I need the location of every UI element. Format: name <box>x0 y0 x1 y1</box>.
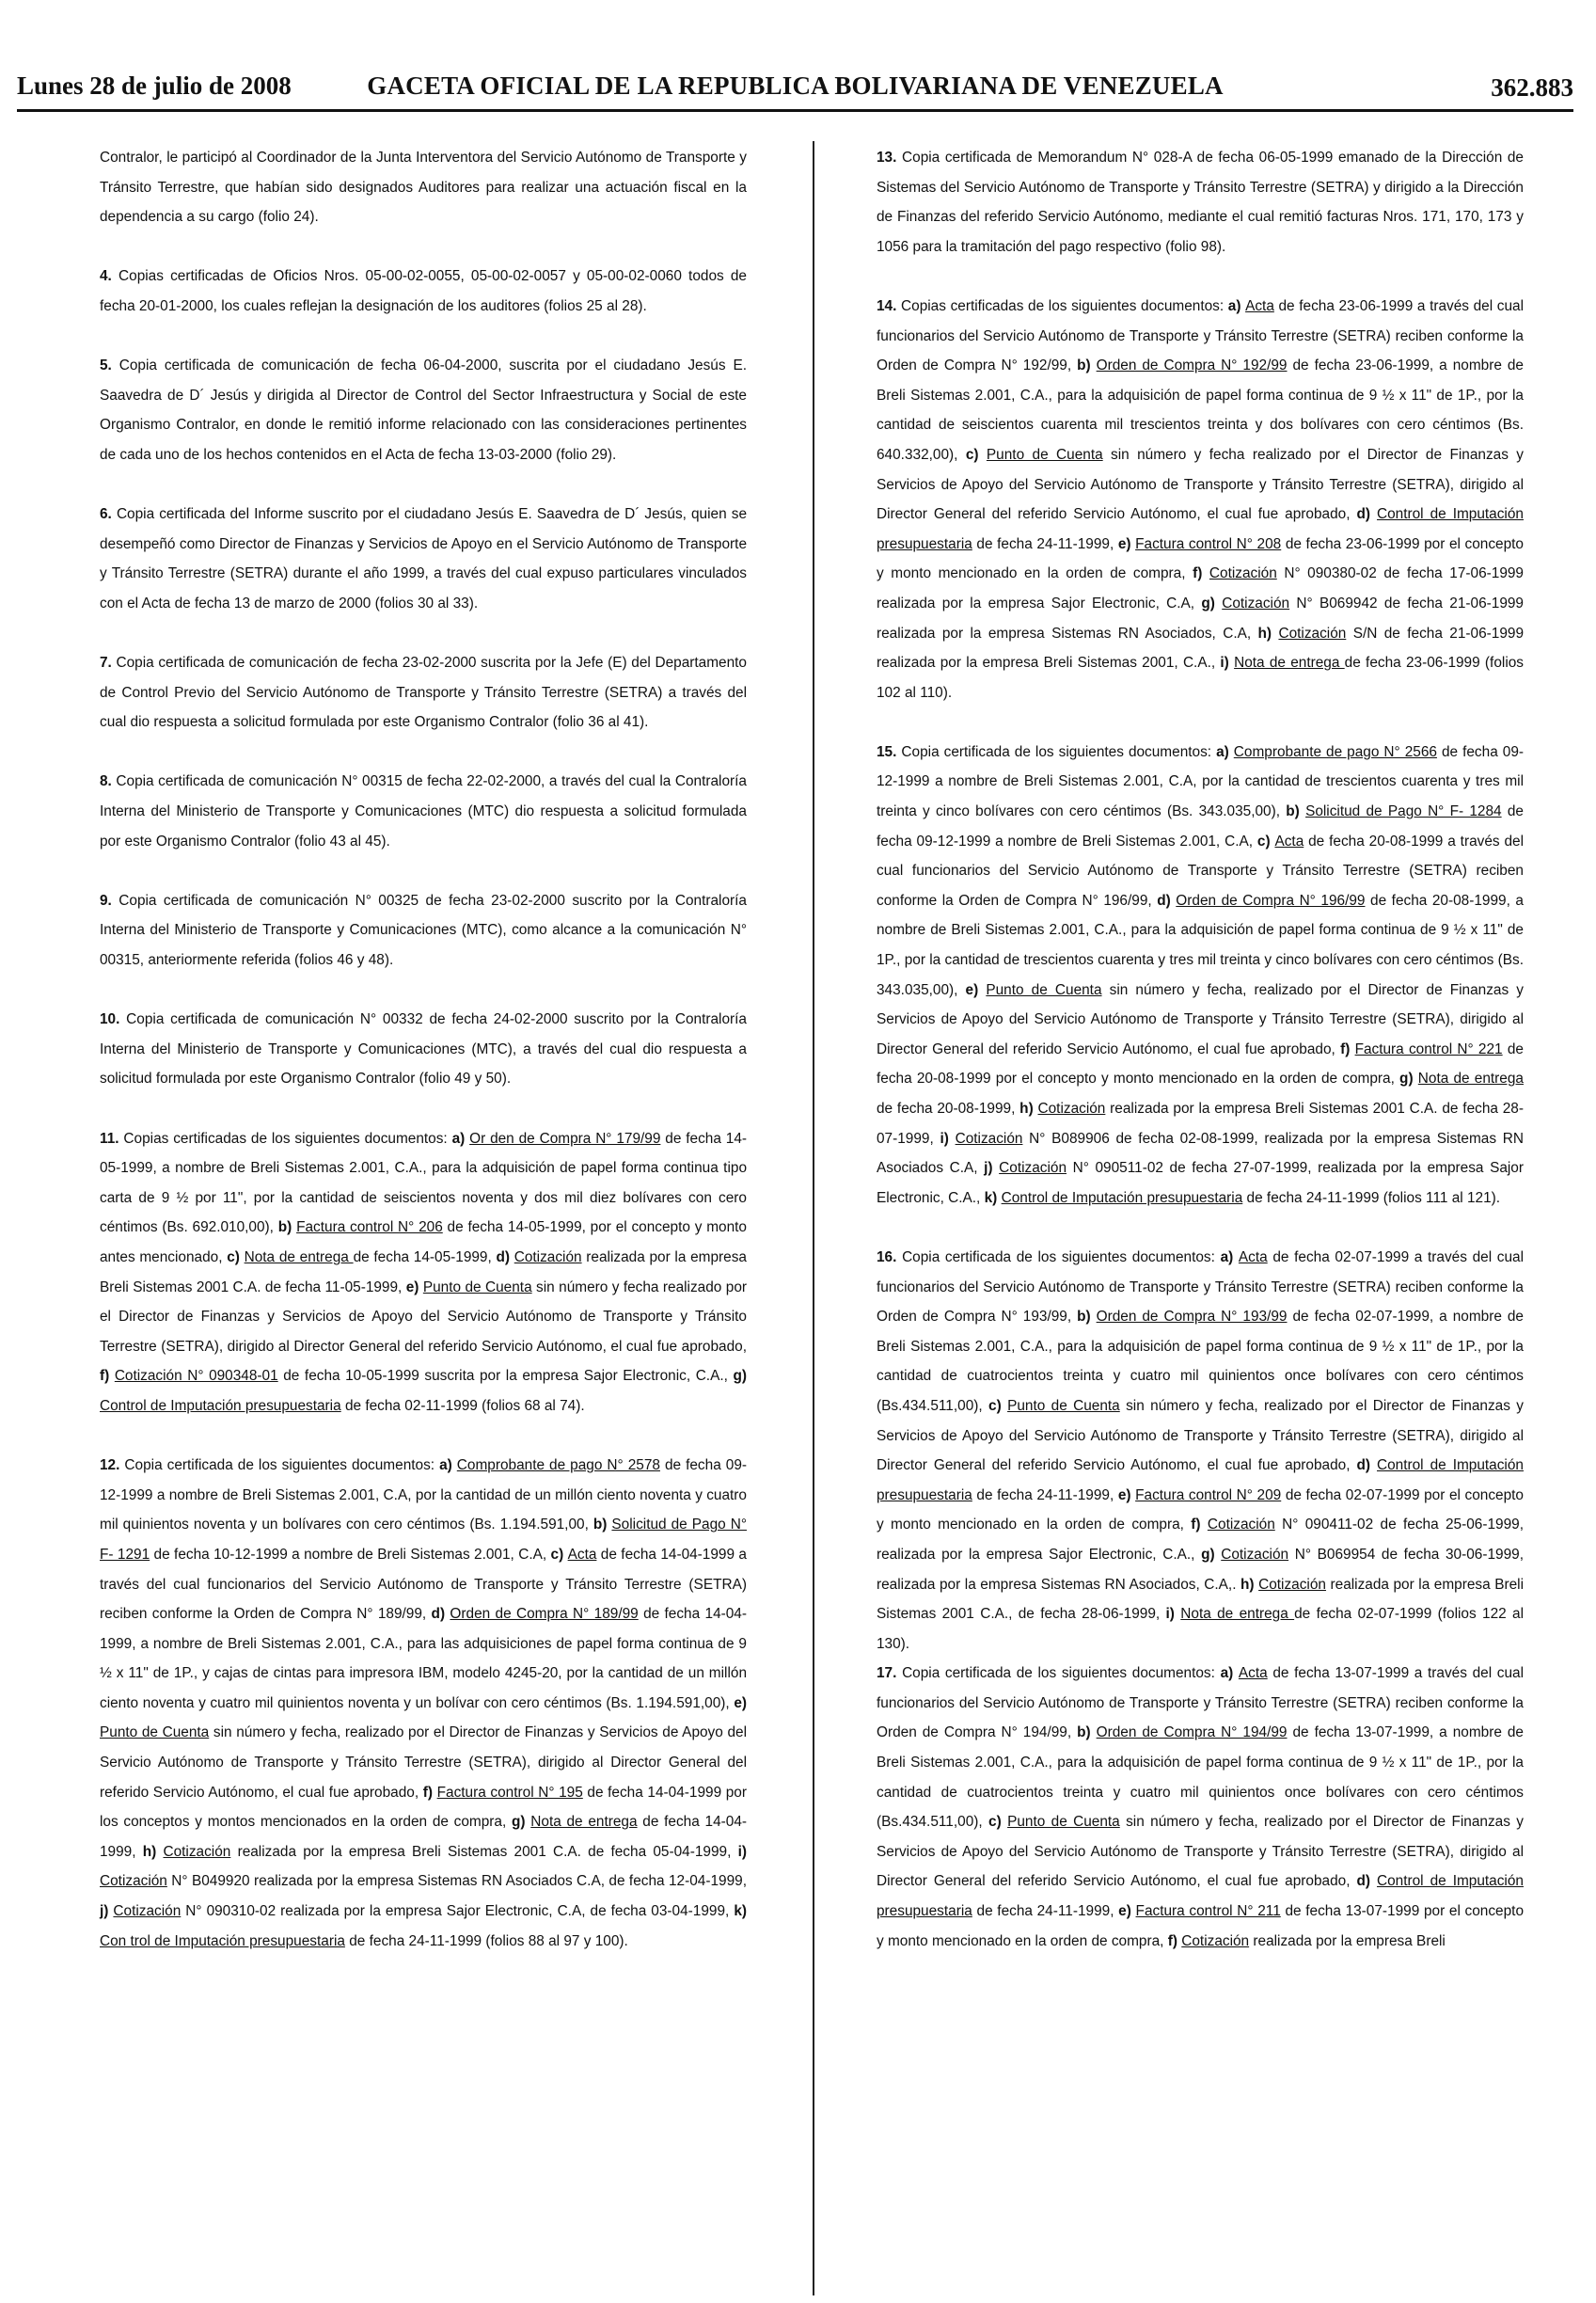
document-reference: Nota de entrega <box>1180 1606 1295 1623</box>
document-reference: Control de Imputación presupuestaria <box>1001 1189 1243 1206</box>
item-marker: j) <box>984 1160 1000 1177</box>
paragraph <box>100 1124 747 1422</box>
document-reference: Factura control N° 221 <box>1354 1040 1503 1057</box>
item-marker: a) <box>1220 1248 1239 1265</box>
item-marker: c) <box>1256 833 1275 850</box>
paragraph-text: sin número y fecha realizado por el Director de Finanzas y Servicios de Apoyo del Servicio Autónomo de Transporte y Tránsito Terrestre (SETRA), dirigido al Director General del referido Servicio Autónomo, el cual fue aprobado, <box>877 446 1524 523</box>
document-reference: Solicitud de Pago N° F- 1291 <box>100 1517 747 1563</box>
item-marker: b) <box>277 1219 297 1236</box>
item-marker: d) <box>496 1248 514 1265</box>
item-marker: b) <box>1077 1724 1097 1741</box>
document-reference: Punto de Cuenta <box>986 981 1102 998</box>
document-reference: Cotización <box>1221 1546 1289 1563</box>
paragraph-text: realizada por la empresa Breli Sistemas 2001 C.A. de fecha 28-07-1999, <box>877 1101 1524 1147</box>
document-reference: Punto de Cuenta <box>986 446 1103 463</box>
paragraph-text: Copia certificada de los siguientes documentos: <box>124 1457 440 1474</box>
document-reference: Nota de entrega <box>1234 655 1345 672</box>
item-marker: 15. <box>877 743 902 760</box>
paragraph-text: de fecha 24-11-1999, <box>972 1486 1118 1503</box>
item-marker: 13. <box>877 150 903 166</box>
paragraph-text: de fecha 10-05-1999 suscrita por la empresa Sajor Electronic, C.A., <box>277 1368 734 1385</box>
paragraph-text: sin número y fecha, realizado por el Director de Finanzas y Servicios de Apoyo del Servicio Autónomo de Transporte y Tránsito Terrestre (SETRA), dirigido al Director General del referido Servicio Autónomo, el cual fue aprobado, <box>877 981 1524 1057</box>
paragraph-text: de fecha 23-06-1999 a través del cual funcionarios del Servicio Autónomo de Transporte y Tránsito Terrestre (SETRA) reciben conforme la Orden de Compra N° 192/99, <box>877 297 1525 374</box>
header-page-number: 362.883 <box>1491 73 1573 102</box>
document-reference: Orden de Compra N° 192/99 <box>1096 357 1288 374</box>
document-reference: Cotización <box>514 1248 582 1265</box>
item-marker: b) <box>593 1517 612 1533</box>
item-marker: h) <box>1240 1576 1259 1593</box>
item-marker: 5. <box>100 357 119 374</box>
paragraph <box>100 351 747 469</box>
item-marker: g) <box>733 1368 747 1385</box>
item-marker: 10. <box>100 1011 127 1028</box>
paragraph <box>877 292 1524 707</box>
item-marker: d) <box>1356 506 1377 523</box>
item-marker: e) <box>1117 535 1136 552</box>
document-reference: Cotización <box>113 1903 182 1920</box>
paragraph-text: de fecha 14-05-1999, por el concepto y monto antes mencionado, <box>100 1219 747 1265</box>
paragraph-text: de fecha 14-04-1999, a nombre de Breli Sistemas 2.001, C.A., para las adquisiciones de papel forma continua de 9 ½ x 11" de 1P., y cajas de cintas para impresora IBM, modelo 4245-20, por la cantidad de un millón ciento noventa y cuatro mil quinientos noventa y un bolívar con cero céntimos (Bs. 1.194.591,00), <box>100 1606 747 1711</box>
paragraph <box>100 262 747 321</box>
paragraph-text: realizada por la empresa Breli <box>1249 1932 1446 1949</box>
item-marker: a) <box>1227 297 1246 314</box>
document-reference: Factura control N° 206 <box>296 1219 443 1236</box>
item-marker: h) <box>1257 625 1279 642</box>
left-column <box>100 143 747 1986</box>
header-rule <box>17 109 1573 112</box>
paragraph-text: de fecha 02-11-1999 (folios 68 al 74). <box>340 1397 585 1414</box>
paragraph-text: Contralor, le participó al Coordinador de la Junta Interventora del Servicio Autónomo de Transporte y Tránsito Terrestre, que habían sido designados Auditores para realizar una actuación fiscal en la dependencia a su cargo (folio 24). <box>100 150 747 226</box>
paragraph <box>100 1005 747 1094</box>
document-reference: Control de Imputación presupuestaria <box>100 1397 341 1414</box>
paragraph-text: de fecha 09-12-1999 a nombre de Breli Sistemas 2.001, C.A, por la cantidad de trescientos cuarenta y tres mil treinta y cinco bolívares con cero céntimos (Bs. 343.035,00), <box>877 743 1525 820</box>
item-marker: d) <box>431 1606 450 1623</box>
paragraph-text: sin número y fecha realizado por el Director de Finanzas y Servicios de Apoyo del Servicio Autónomo de Transporte y Tránsito Terrestre (SETRA), dirigido al Director General del referido Servicio Autónomo, el cual fue aprobado, <box>100 1279 747 1355</box>
paragraph-text: S/N de fecha 21-06-1999 realizada por la empresa Breli Sistemas 2001, C.A., <box>877 625 1525 672</box>
paragraph-text: Copia certificada de comunicación de fecha 06-04-2000, suscrita por el ciudadano Jesús E. Saavedra de D´ Jesús y dirigida al Director de Control del Sector Infraestructura y Social de este Organismo Contralor, en donde le remitió informe relacionado con las consideraciones pertinentes de cada uno de los hechos contenidos en el Acta de fecha 13-03-2000 (folio 29). <box>100 357 747 463</box>
item-marker: k) <box>734 1903 747 1920</box>
paragraph-text: Copia certificada de los siguientes documentos: <box>901 743 1217 760</box>
item-marker: 7. <box>100 655 117 672</box>
paragraph-text: N° B049920 realizada por la empresa Sistemas RN Asociados C.A, de fecha 12-04-1999, <box>166 1873 747 1890</box>
item-marker: f) <box>1193 565 1209 582</box>
paragraph-text: de fecha 14-04-1999, <box>100 1814 748 1860</box>
paragraph-text: de fecha 20-08-1999, <box>877 1101 1020 1117</box>
paragraph-text: Copia certificada de los siguientes documentos: <box>902 1248 1221 1265</box>
document-reference: Cotización <box>100 1873 167 1890</box>
paragraph-text: de fecha 23-06-1999 por el concepto y monto mencionado en la orden de compra, <box>877 535 1524 582</box>
paragraph-text: de fecha 14-04-1999 a través del cual funcionarios del Servicio Autónomo de Transporte y Tránsito Terrestre (SETRA) reciben conforme la Orden de Compra N° 189/99, <box>100 1546 747 1623</box>
document-reference: Cotización <box>163 1843 231 1860</box>
paragraph-text: Copias certificadas de los siguientes documentos: <box>901 297 1228 314</box>
item-marker: 14. <box>877 297 902 314</box>
paragraph-text: de fecha 14-04-1999 por los conceptos y montos mencionados en la orden de compra, <box>100 1784 747 1831</box>
document-reference: Cotización <box>999 1160 1067 1177</box>
document-reference: Solicitud de Pago N° F- 1284 <box>1305 803 1502 820</box>
item-marker: b) <box>1077 357 1097 374</box>
paragraph-text: de fecha 20-08-1999 por el concepto y monto mencionado en la orden de compra, <box>877 1040 1524 1088</box>
item-marker: c) <box>550 1546 568 1563</box>
document-reference: Nota de entrega <box>1417 1071 1524 1088</box>
item-marker: d) <box>1356 1873 1377 1890</box>
document-reference: Cotización <box>1181 1932 1250 1949</box>
paragraph-text: de fecha 14-05-1999, <box>353 1248 497 1265</box>
paragraph-text: de fecha 13-07-1999 a través del cual funcionarios del Servicio Autónomo de Transporte y Tránsito Terrestre (SETRA) reciben conforme la Orden de Compra N° 194/99, <box>877 1665 1525 1741</box>
item-marker: g) <box>1201 1546 1222 1563</box>
document-reference: Orden de Compra N° 194/99 <box>1096 1724 1288 1741</box>
paragraph-text: N° 090511-02 de fecha 27-07-1999, realizada por la empresa Sajor Electronic, C.A., <box>877 1160 1524 1206</box>
document-reference: Comprobante de pago N° 2566 <box>1233 743 1437 760</box>
item-marker: 4. <box>100 268 119 285</box>
paragraph-text: de fecha 20-08-1999 a través del cual funcionarios del Servicio Autónomo de Transporte y Tránsito Terrestre (SETRA) reciben conforme la Orden de Compra N° 196/99, <box>877 833 1524 909</box>
document-reference: Cotización <box>1258 1576 1326 1593</box>
item-marker: e) <box>734 1694 747 1711</box>
item-marker: g) <box>1201 595 1223 611</box>
item-marker: f) <box>1167 1932 1182 1949</box>
document-reference: Cotización <box>955 1130 1023 1147</box>
paragraph-text: de fecha 23-06-1999, a nombre de Breli Sistemas 2.001, C.A., para la adquisición de papel forma continua de 9 ½ x 11" de 1P., por la cantidad de seiscientos cuarenta mil trescientos treinta y dos bolívares con cero céntimos (Bs. 640.332,00), <box>877 357 1524 463</box>
document-reference: Orden de Compra N° 196/99 <box>1176 892 1366 909</box>
paragraph-text: N° 090310-02 realizada por la empresa Sajor Electronic, C.A, de fecha 03-04-1999, <box>181 1903 735 1920</box>
document-reference: Cotización N° 090348-01 <box>114 1368 278 1385</box>
item-marker: h) <box>142 1843 164 1860</box>
document-reference: Acta <box>567 1546 597 1563</box>
item-marker: f) <box>1340 1040 1355 1057</box>
paragraph-text: realizada por la empresa Breli Sistemas 2001 C.A. de fecha 05-04-1999, <box>230 1843 738 1860</box>
paragraph <box>877 738 1524 1214</box>
item-marker: a) <box>1220 1665 1239 1682</box>
item-marker: c) <box>965 446 987 463</box>
item-marker: f) <box>1191 1517 1208 1533</box>
document-reference: Cotización <box>1209 565 1277 582</box>
paragraph-text: de fecha 02-07-1999 (folios 122 al 130). <box>877 1606 1525 1652</box>
item-marker: 6. <box>100 506 117 523</box>
paragraph-text: N° B069954 de fecha 30-06-1999, realizada por la empresa Sistemas RN Asociados, C.A,. <box>877 1546 1524 1593</box>
document-reference: Nota de entrega <box>244 1248 354 1265</box>
document-reference: Comprobante de pago N° 2578 <box>456 1457 660 1474</box>
paragraph-text: de fecha 24-11-1999, <box>972 535 1118 552</box>
item-marker: 8. <box>100 773 117 790</box>
item-marker: f) <box>100 1368 115 1385</box>
paragraph-text: de fecha 09-12-1999 a nombre de Breli Sistemas 2.001, C.A, <box>877 803 1524 850</box>
item-marker: c) <box>988 1397 1008 1414</box>
paragraph <box>877 143 1524 262</box>
header-date: Lunes 28 de julio de 2008 <box>17 71 292 100</box>
paragraph-text: de fecha 23-06-1999 (folios 102 al 110). <box>877 655 1524 701</box>
paragraph-text: sin número y fecha, realizado por el Director de Finanzas y Servicios de Apoyo del Servicio Autónomo de Transporte y Tránsito Terrestre (SETRA), dirigido al Director General del referido Servicio Autónomo, el cual fue aprobado, <box>877 1397 1524 1474</box>
document-reference: Acta <box>1238 1665 1268 1682</box>
paragraph <box>100 886 747 976</box>
document-reference: Punto de Cuenta <box>100 1724 210 1741</box>
paragraph-text: de fecha 02-07-1999 por el concepto y monto mencionado en la orden de compra, <box>877 1486 1524 1533</box>
item-marker: b) <box>1077 1309 1097 1326</box>
paragraph <box>100 143 747 232</box>
document-reference: Acta <box>1245 297 1274 314</box>
paragraph-text: de fecha 24-11-1999 (folios 88 al 97 y 100). <box>344 1932 628 1949</box>
paragraph <box>877 1243 1524 1659</box>
paragraph-text: Copia certificada de comunicación de fecha 23-02-2000 suscrita por la Jefe (E) del Departamento de Control Previo del Servicio Autónomo de Transporte y Tránsito Terrestre (SETRA) a través del cual dio respuesta a solicitud formulada por este Organismo Contralor (folio 36 al 41). <box>100 655 747 731</box>
document-reference: Control de Imputación presupuestaria <box>877 1457 1524 1503</box>
paragraph-text: de fecha 24-11-1999 (folios 111 al 121). <box>1242 1189 1501 1206</box>
item-marker: e) <box>965 981 987 998</box>
item-marker: e) <box>1118 1903 1136 1920</box>
document-reference: Factura control N° 209 <box>1135 1486 1282 1503</box>
paragraph <box>100 648 747 738</box>
paragraph-text: Copia certificada de los siguientes documentos: <box>902 1665 1221 1682</box>
column-divider <box>813 141 814 2295</box>
document-reference: Acta <box>1238 1248 1268 1265</box>
document-reference: Acta <box>1274 833 1304 850</box>
item-marker: 16. <box>877 1248 903 1265</box>
paragraph-text: Copia certificada de comunicación N° 00325 de fecha 23-02-2000 suscrito por la Contraloría Interna del Ministerio de Transporte y Comunicaciones (MTC), como alcance a la comunicación N° 00315, anteriormente referida (folios 46 y 48). <box>100 892 747 969</box>
item-marker: j) <box>100 1903 114 1920</box>
item-marker: f) <box>422 1784 437 1801</box>
item-marker: d) <box>1356 1457 1377 1474</box>
paragraph-text: N° B069942 de fecha 21-06-1999 realizada por la empresa Sistemas RN Asociados, C.A, <box>877 595 1524 642</box>
paragraph-text: de fecha 13-07-1999 por el concepto y monto mencionado en la orden de compra, <box>877 1903 1525 1949</box>
document-reference: Cotización <box>1222 595 1290 611</box>
item-marker: h) <box>1019 1101 1038 1117</box>
item-marker: d) <box>1157 892 1177 909</box>
document-reference: Control de Imputación presupuestaria <box>877 506 1524 552</box>
paragraph-text: Copia certificada de comunicación N° 00315 de fecha 22-02-2000, a través del cual la Contraloría Interna del Ministerio de Transporte y Comunicaciones (MTC) dio respuesta a solicitud formulada por este Organismo Contralor (folio 43 al 45). <box>100 773 747 850</box>
item-marker: i) <box>1165 1606 1181 1623</box>
paragraph-text: Copias certificadas de los siguientes documentos: <box>123 1130 452 1147</box>
item-marker: a) <box>451 1130 470 1147</box>
document-reference: Punto de Cuenta <box>1007 1814 1120 1831</box>
document-reference: Punto de Cuenta <box>1007 1397 1120 1414</box>
document-reference: Orden de Compra N° 193/99 <box>1096 1309 1288 1326</box>
document-reference: Factura control N° 211 <box>1135 1903 1281 1920</box>
item-marker: c) <box>227 1248 245 1265</box>
paragraph-text: realizada por la empresa Breli Sistemas 2001 C.A., de fecha 28-06-1999, <box>877 1576 1525 1623</box>
paragraph-text: realizada por la empresa Breli Sistemas 2001 C.A. de fecha 11-05-1999, <box>100 1248 747 1295</box>
item-marker: 17. <box>877 1665 903 1682</box>
item-marker: g) <box>512 1814 531 1831</box>
paragraph <box>100 1451 747 1956</box>
paragraph-text: Copias certificadas de Oficios Nros. 05-00-02-0055, 05-00-02-0057 y 05-00-02-0060 todos de fecha 20-01-2000, los cuales reflejan la designación de los auditores (folios 25 al 28). <box>100 268 747 314</box>
document-reference: Con trol de Imputación presupuestaria <box>100 1932 345 1949</box>
document-reference: Factura control N° 208 <box>1135 535 1282 552</box>
document-reference: Punto de Cuenta <box>422 1279 532 1295</box>
item-marker: a) <box>1216 743 1234 760</box>
paragraph-text: Copia certificada de comunicación N° 00332 de fecha 24-02-2000 suscrito por la Contraloría Interna del Ministerio de Transporte y Comunicaciones (MTC), a través del cual dio respuesta a solicitud formulada por este Organismo Contralor (folio 49 y 50). <box>100 1011 747 1088</box>
item-marker: 12. <box>100 1457 125 1474</box>
paragraph <box>100 767 747 856</box>
item-marker: c) <box>988 1814 1008 1831</box>
document-reference: Nota de entrega <box>530 1814 638 1831</box>
paragraph-text: de fecha 24-11-1999, <box>972 1903 1119 1920</box>
item-marker: i) <box>1220 655 1235 672</box>
paragraph-text: sin número y fecha, realizado por el Director de Finanzas y Servicios de Apoyo del Servicio Autónomo de Transporte y Tránsito Terrestre (SETRA), dirigido al Director General del referido Servicio Autónomo, el cual fue aprobado, <box>100 1724 747 1801</box>
paragraph-text: de fecha 02-07-1999, a nombre de Breli Sistemas 2.001, C.A., para la adquisición de papel forma continua de 9 ½ x 11" de 1P., por la cantidad de cuatrocientos treinta y cuatro mil quinientos once bolívares con cero céntimos (Bs.434.511,00), <box>877 1309 1524 1414</box>
document-reference: Cotización <box>1278 625 1347 642</box>
paragraph-text: de fecha 10-12-1999 a nombre de Breli Sistemas 2.001, C.A, <box>150 1546 551 1563</box>
paragraph <box>877 1659 1524 1956</box>
document-reference: Orden de Compra N° 189/99 <box>450 1606 639 1623</box>
item-marker: 11. <box>100 1130 124 1147</box>
document-reference: Or den de Compra N° 179/99 <box>469 1130 661 1147</box>
paragraph-text: sin número y fecha, realizado por el Director de Finanzas y Servicios de Apoyo del Servicio Autónomo de Transporte y Tránsito Terrestre (SETRA), dirigido al Director General del referido Servicio Autónomo, el cual fue aprobado, <box>877 1814 1524 1890</box>
paragraph-text: N° 090380-02 de fecha 17-06-1999 realizada por la empresa Sajor Electronic, C.A, <box>877 565 1524 611</box>
item-marker: a) <box>439 1457 457 1474</box>
item-marker: g) <box>1399 1071 1418 1088</box>
document-reference: Factura control N° 195 <box>436 1784 583 1801</box>
item-marker: i) <box>737 1843 747 1860</box>
paragraph-text: de fecha 14-05-1999, a nombre de Breli Sistemas 2.001, C.A., para la adquisición de papel forma continua tipo carta de 9 ½ por 11", por la cantidad de seiscientos noventa y dos mil diez bolívares con cero céntimos (Bs. 692.010,00), <box>100 1130 748 1236</box>
paragraph-text: de fecha 09-12-1999 a nombre de Breli Sistemas 2.001, C.A, por la cantidad de un millón ciento noventa y cuatro mil quinientos noventa y un bolívares con cero céntimos (Bs. 1.194.591,00, <box>100 1457 748 1533</box>
paragraph-text: de fecha 20-08-1999, a nombre de Breli Sistemas 2.001, C.A., para la adquisición de papel forma continua de 9 ½ x 11" de 1P., por la cantidad de trescientos cuarenta y tres mil treinta y cinco bolívares con cero céntimos (Bs. 343.035,00), <box>877 892 1524 998</box>
header-title: GACETA OFICIAL DE LA REPUBLICA BOLIVARIANA DE VENEZUELA <box>367 71 1224 100</box>
document-reference: Control de Imputación presupuestaria <box>877 1873 1524 1920</box>
item-marker: e) <box>405 1279 423 1295</box>
item-marker: k) <box>984 1189 1002 1206</box>
document-reference: Cotización <box>1037 1101 1106 1117</box>
paragraph-text: N° 090411-02 de fecha 25-06-1999, realizada por la empresa Sajor Electronic, C.A., <box>877 1517 1524 1563</box>
right-column <box>877 143 1524 1986</box>
item-marker: b) <box>1286 803 1306 820</box>
paragraph-text: Copia certificada de Memorandum N° 028-A de fecha 06-05-1999 emanado de la Dirección de Sistemas del Servicio Autónomo de Transporte y Tránsito Terrestre (SETRA) y dirigido a la Dirección de Finanzas del referido Servicio Autónomo, mediante el cual remitió facturas Nros. 171, 170, 173 y 1056 para la tramitación del pago respectivo (folio 98). <box>877 150 1524 255</box>
page-header <box>17 66 1573 107</box>
paragraph-text: N° B089906 de fecha 02-08-1999, realizada por la empresa Sistemas RN Asociados C.A, <box>877 1130 1524 1177</box>
paragraph <box>100 500 747 618</box>
item-marker: e) <box>1117 1486 1136 1503</box>
item-marker: 9. <box>100 892 119 909</box>
paragraph-text: de fecha 13-07-1999, a nombre de Breli Sistemas 2.001, C.A., para la adquisición de papel forma continua de 9 ½ x 11" de 1P., por la cantidad de cuatrocientos treinta y cuatro mil quinientos once bolívares con cero céntimos (Bs.434.511,00), <box>877 1724 1524 1831</box>
document-reference: Cotización <box>1207 1517 1275 1533</box>
item-marker: i) <box>940 1130 956 1147</box>
paragraph-text: de fecha 02-07-1999 a través del cual funcionarios del Servicio Autónomo de Transporte y Tránsito Terrestre (SETRA) reciben conforme la Orden de Compra N° 193/99, <box>877 1248 1525 1326</box>
paragraph-text: Copia certificada del Informe suscrito por el ciudadano Jesús E. Saavedra de D´ Jesús, quien se desempeñó como Director de Finanzas y Servicios de Apoyo en el Servicio Autónomo de Transporte y Tránsito Terrestre (SETRA) durante el año 1999, a través del cual expuso particulares vinculados con el Acta de fecha 13 de marzo de 2000 (folios 30 al 33). <box>100 506 747 611</box>
